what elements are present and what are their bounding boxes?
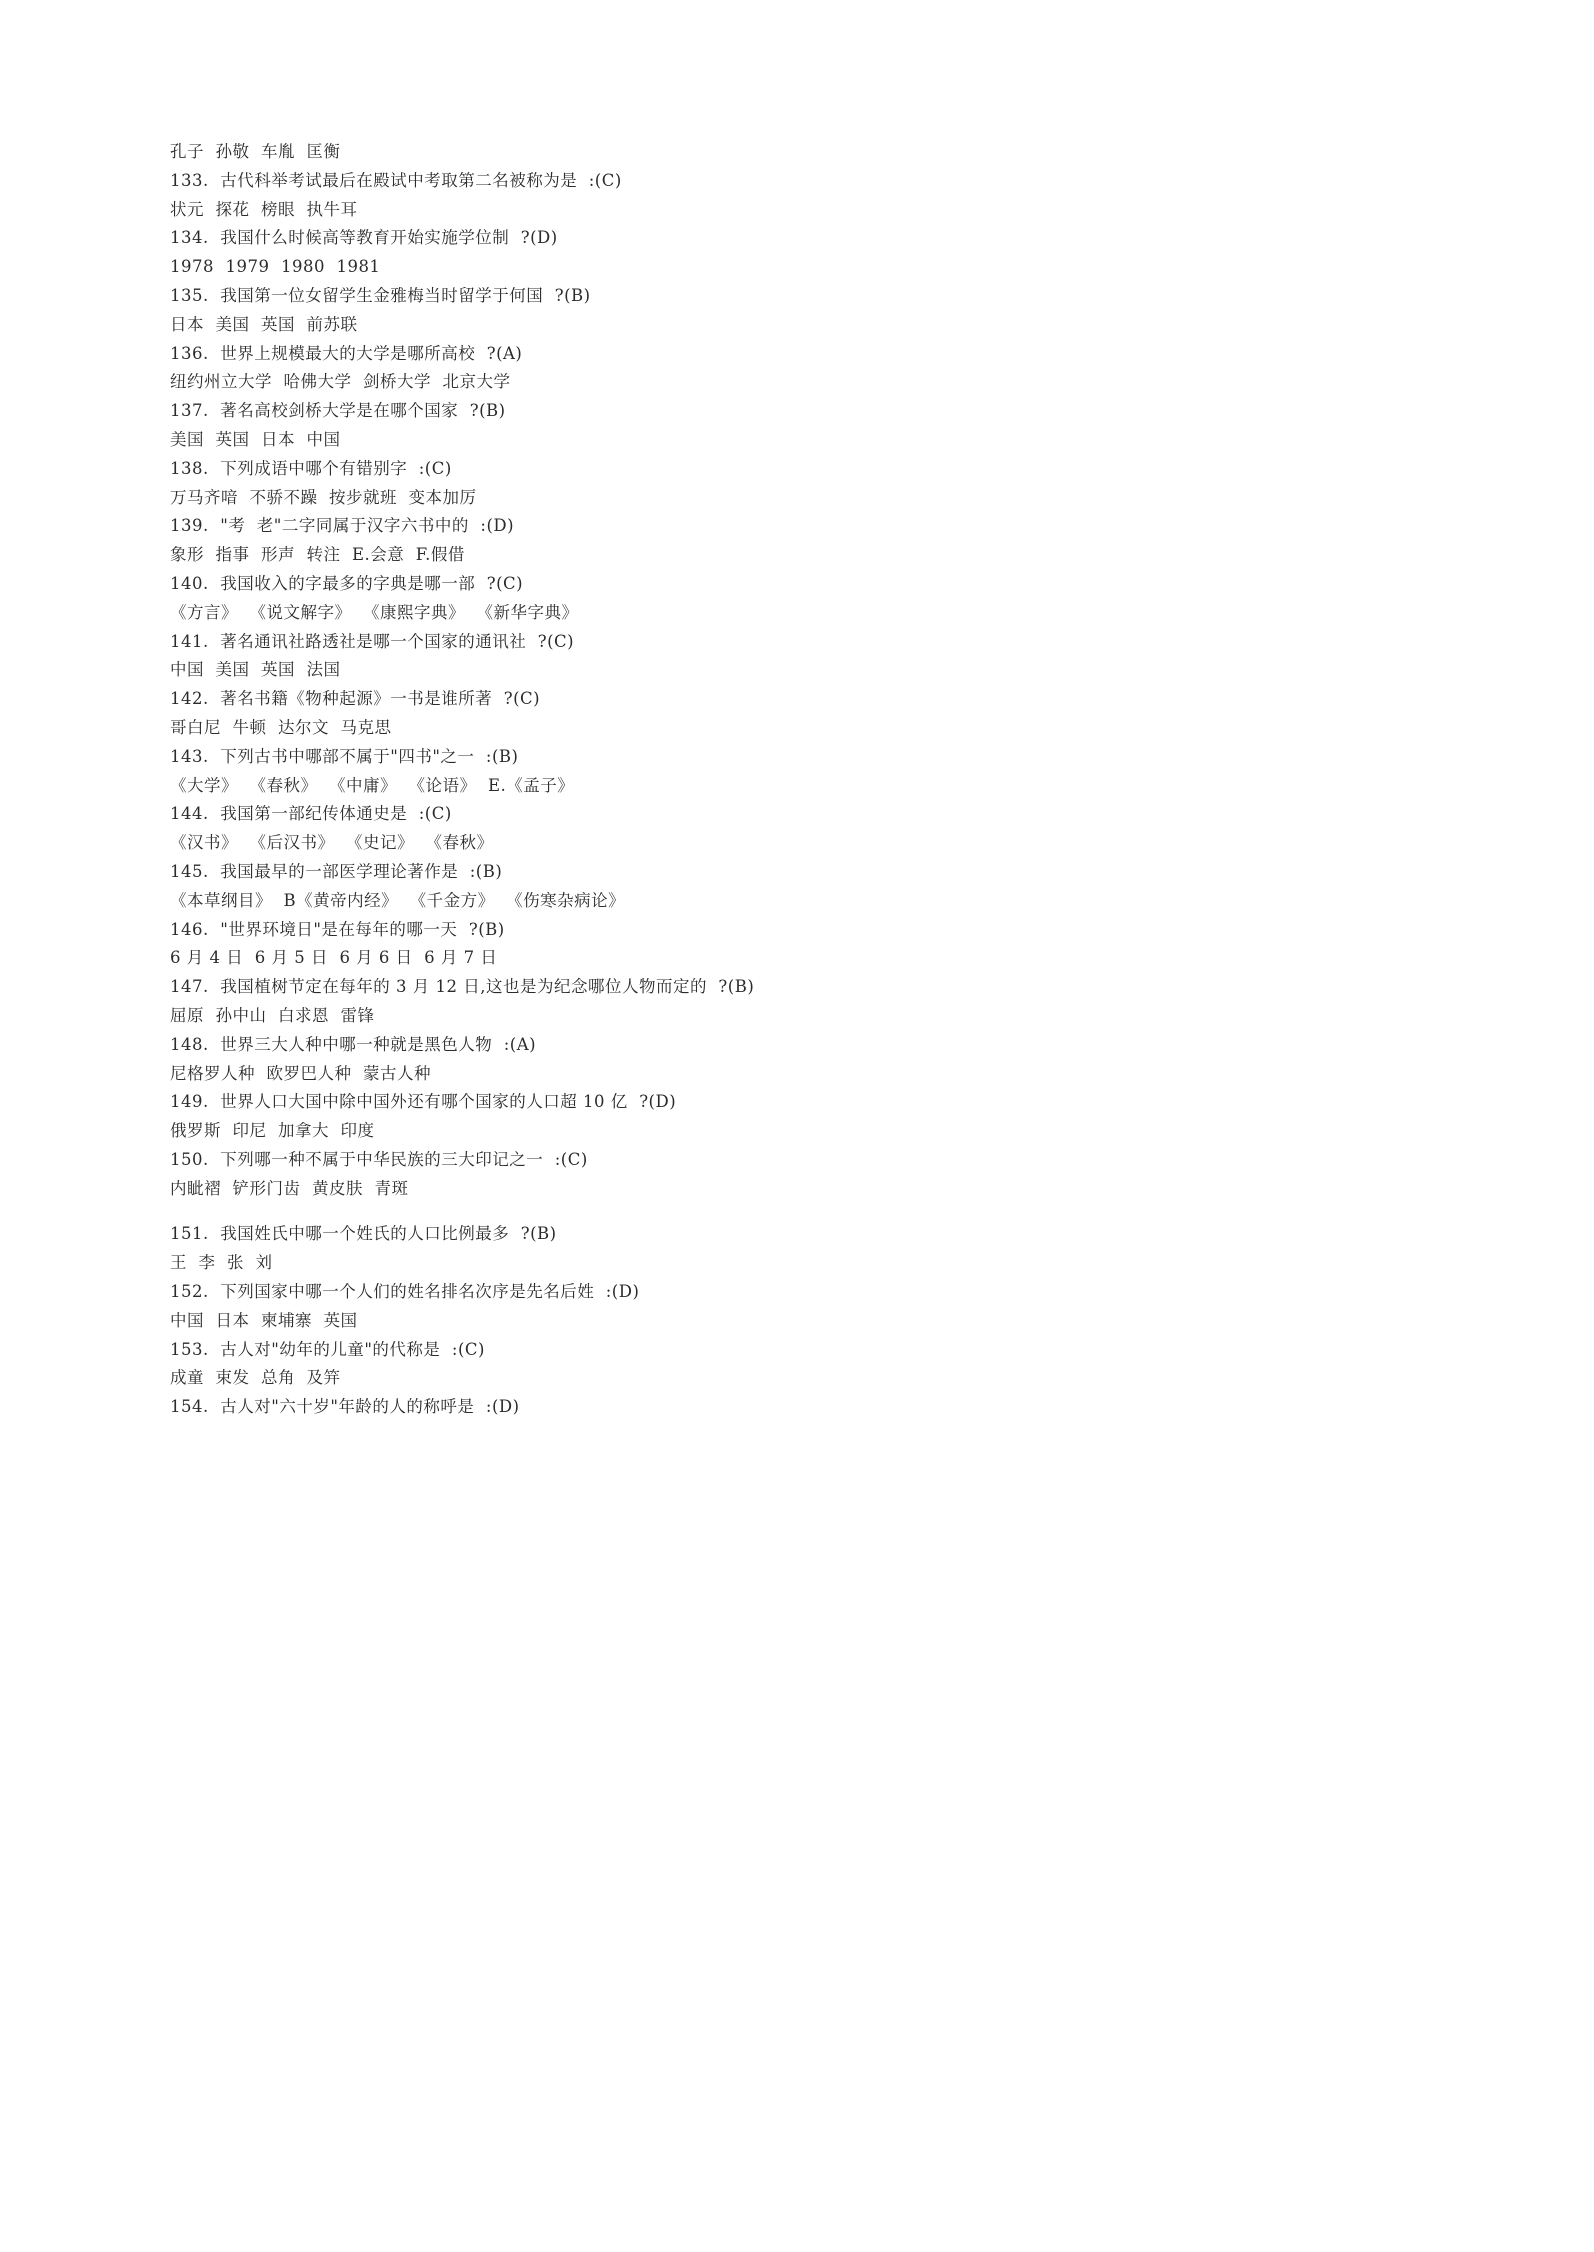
options-line: 中国 美国 英国 法国: [170, 660, 341, 680]
options-line: 《方言》 《说文解字》 《康熙字典》 《新华字典》: [170, 602, 579, 622]
options-line: 《汉书》 《后汉书》 《史记》 《春秋》: [170, 833, 494, 853]
options-line: 1978 1979 1980 1981: [170, 257, 381, 277]
question-line: 133. 古代科举考试最后在殿试中考取第二名被称为是 :(C): [170, 170, 622, 190]
options-line: 中国 日本 柬埔寨 英国: [170, 1310, 358, 1330]
options-line: 纽约州立大学 哈佛大学 剑桥大学 北京大学: [170, 372, 511, 392]
options-line: 美国 英国 日本 中国: [170, 429, 341, 449]
options-line: 《大学》 《春秋》 《中庸》 《论语》 E.《孟子》: [170, 775, 575, 795]
text-line: 孔子 孙敬 车胤 匡衡: [170, 142, 341, 161]
question-line: 135. 我国第一位女留学生金雅梅当时留学于何国 ?(B): [170, 285, 591, 305]
paragraph-gap: [170, 1203, 1040, 1220]
question-line: 146. "世界环境日"是在每年的哪一天 ?(B): [170, 919, 505, 939]
question-line: 134. 我国什么时候高等教育开始实施学位制 ?(D): [170, 228, 558, 248]
question-line: 137. 著名高校剑桥大学是在哪个国家 ?(B): [170, 401, 506, 421]
options-line: 哥白尼 牛顿 达尔文 马克思: [170, 717, 392, 737]
question-line: 143. 下列古书中哪部不属于"四书"之一 :(B): [170, 746, 519, 766]
question-line: 154. 古人对"六十岁"年龄的人的称呼是 :(D): [170, 1397, 520, 1417]
question-line: 151. 我国姓氏中哪一个姓氏的人口比例最多 ?(B): [170, 1224, 557, 1244]
question-line: 142. 著名书籍《物种起源》一书是谁所著 ?(C): [170, 689, 541, 709]
options-line: 万马齐喑 不骄不躁 按步就班 变本加厉: [170, 487, 477, 507]
question-line: 139. "考 老"二字同属于汉字六书中的 :(D): [170, 516, 515, 536]
question-line: 150. 下列哪一种不属于中华民族的三大印记之一 :(C): [170, 1149, 588, 1169]
options-line: 状元 探花 榜眼 执牛耳: [170, 199, 358, 219]
options-line: 屈原 孙中山 白求恩 雷锋: [170, 1005, 375, 1025]
options-line: 王 李 张 刘: [170, 1253, 273, 1273]
options-line: 尼格罗人种 欧罗巴人种 蒙古人种: [170, 1063, 431, 1083]
question-line: 152. 下列国家中哪一个人们的姓名排名次序是先名后姓 :(D): [170, 1282, 640, 1302]
question-line: 153. 古人对"幼年的儿童"的代称是 :(C): [170, 1339, 485, 1359]
question-line: 141. 著名通讯社路透社是哪一个国家的通讯社 ?(C): [170, 631, 575, 651]
question-line: 148. 世界三大人种中哪一种就是黑色人物 :(A): [170, 1034, 537, 1054]
options-line: 象形 指事 形声 转注 E.会意 F.假借: [170, 545, 465, 565]
options-line: 成童 束发 总角 及笄: [170, 1368, 341, 1388]
options-line: 日本 美国 英国 前苏联: [170, 314, 358, 334]
options-line: 6 月 4 日 6 月 5 日 6 月 6 日 6 月 7 日: [170, 948, 498, 968]
question-line: 145. 我国最早的一部医学理论著作是 :(B): [170, 861, 503, 881]
question-line: 136. 世界上规模最大的大学是哪所高校 ?(A): [170, 343, 523, 363]
document-content: [170, 138, 1040, 1422]
options-line: 俄罗斯 印尼 加拿大 印度: [170, 1121, 375, 1141]
question-line: 149. 世界人口大国中除中国外还有哪个国家的人口超 10 亿 ?(D): [170, 1092, 677, 1112]
question-line: 140. 我国收入的字最多的字典是哪一部 ?(C): [170, 573, 524, 593]
options-line: 内眦褶 铲形门齿 黄皮肤 青斑: [170, 1178, 409, 1198]
options-line: 《本草纲目》 B《黄帝内经》 《千金方》 《伤寒杂病论》: [170, 890, 626, 910]
question-line: 144. 我国第一部纪传体通史是 :(C): [170, 804, 452, 824]
question-line: 147. 我国植树节定在每年的 3 月 12 日,这也是为纪念哪位人物而定的 ?(B): [170, 977, 755, 997]
document-page: [0, 0, 1102, 1561]
question-line: 138. 下列成语中哪个有错别字 :(C): [170, 458, 452, 478]
